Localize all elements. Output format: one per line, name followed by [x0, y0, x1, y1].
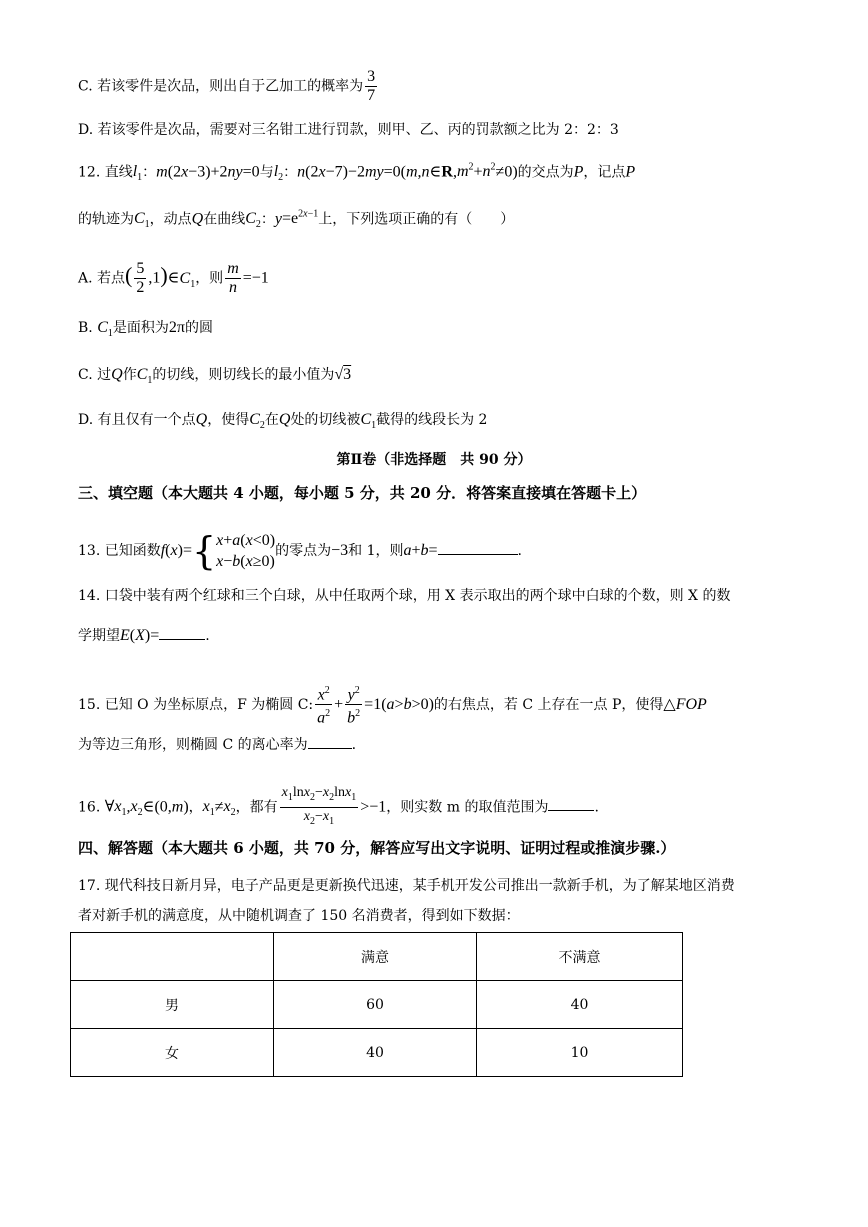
- math-expression: n: [421, 163, 430, 181]
- fraction: $\frac{x^2}{a^2}$: [315, 682, 332, 728]
- question-number: 15.: [78, 696, 101, 713]
- math-expression: ∀: [104, 798, 115, 816]
- q16-text: .: [594, 799, 599, 816]
- math-expression: −7)−2: [325, 163, 365, 181]
- option-11d: [78, 120, 619, 140]
- math-expression: $C_1$: [179, 269, 196, 290]
- math-expression: ny: [227, 163, 243, 181]
- math-expression: my: [364, 163, 384, 181]
- math-expression: 2π: [168, 319, 185, 336]
- survey-table: [70, 932, 683, 1077]
- math-expression: ∈: [167, 269, 180, 287]
- option-label: A.: [78, 270, 93, 287]
- option-text: 若该零件是次品，需要对三名钳工进行罚款，则甲、乙、丙的罚款额之比为 2：2：3: [97, 122, 619, 138]
- question-13: [78, 530, 522, 572]
- option-label: B.: [78, 320, 93, 336]
- table-cell: 10: [477, 1029, 683, 1077]
- math-expression: $l_2$: [273, 163, 284, 184]
- q16-text: ，则实数 m 的取值范围为: [386, 799, 549, 816]
- question-number: 13.: [78, 543, 101, 559]
- math-expression: ∈: [429, 163, 442, 181]
- option-label: D.: [78, 412, 94, 428]
- fraction: $\frac{y^2}{b^2}$: [345, 682, 362, 728]
- option-text: 过: [97, 367, 112, 383]
- math-expression: a: [386, 695, 395, 713]
- math-expression: $=e^{2x-1}$: [282, 209, 319, 228]
- table-header-row: [71, 933, 683, 981]
- math-expression: ≠: [214, 798, 224, 816]
- q12-text: 的交点为: [517, 164, 574, 181]
- math-expression: R: [441, 163, 453, 181]
- math-expression: (: [129, 627, 136, 644]
- math-expression: m: [156, 163, 168, 181]
- math-expression: $C_1$: [97, 319, 113, 340]
- answer-blank[interactable]: [308, 734, 352, 749]
- q13-text: 的零点为: [275, 543, 332, 559]
- question-number: 12.: [78, 164, 101, 181]
- math-expression: y: [274, 210, 283, 228]
- section-heading: 四、解答题（本大题共 6 小题，共 70 分，解答应写出文字说明、证明过程或推演步骤.）: [78, 839, 676, 857]
- math-expression: =: [428, 542, 438, 559]
- math-expression: =1(: [364, 695, 387, 713]
- q12-text: 与: [259, 164, 274, 181]
- math-expression: (: [165, 542, 171, 559]
- q12-text: 直线: [104, 164, 133, 181]
- math-expression: a: [403, 542, 412, 559]
- math-expression: Q: [191, 210, 204, 228]
- question-number: 16.: [78, 799, 101, 816]
- option-text: 处的切线被: [290, 412, 361, 428]
- option-label: C.: [78, 78, 93, 95]
- q16-text: ，都有: [235, 799, 278, 816]
- option-text: 有且仅有一个点: [97, 412, 196, 428]
- math-expression: Q: [278, 411, 291, 428]
- q15-text: 为等边三角形，则椭圆 C 的离心率为: [78, 737, 308, 753]
- question-number: 14.: [78, 588, 101, 604]
- question-14-line-1: [78, 586, 730, 606]
- question-12-line-2: 的轨迹为$C_1$，动点Q在曲线$C_2$：$y=e^{2x-1}$上，下列选项正确的有（ ）: [78, 209, 515, 231]
- math-expression: b: [403, 695, 412, 713]
- math-expression: )=: [177, 542, 192, 559]
- q14-text: 学期望: [78, 628, 120, 644]
- math-expression: √3: [334, 366, 352, 383]
- option-text: 若点: [97, 270, 126, 287]
- math-expression: =0: [242, 163, 260, 181]
- math-expression: $C_2$: [245, 210, 261, 231]
- option-text: 截得的线段长为 2: [376, 412, 488, 428]
- math-expression: (: [125, 262, 133, 288]
- math-expression: b: [420, 542, 429, 559]
- math-expression: E: [120, 627, 130, 644]
- q15-text: .: [351, 737, 357, 753]
- q12-text: ，动点: [149, 211, 192, 228]
- q15-text: 已知 O 为坐标原点，F 为椭圆 C:: [104, 696, 314, 713]
- math-expression: ,: [417, 163, 422, 181]
- math-expression: (2: [167, 163, 182, 181]
- table-row: [71, 981, 683, 1029]
- option-text: 作: [122, 367, 137, 383]
- math-expression: f: [160, 542, 166, 559]
- option-text: ，则: [195, 270, 224, 287]
- math-expression: x: [181, 163, 189, 181]
- option-12d: [78, 410, 487, 436]
- table-cell: 男: [71, 981, 274, 1029]
- option-12a: [78, 260, 269, 297]
- math-expression: ): [160, 262, 168, 288]
- question-14-line-2: [78, 625, 210, 646]
- math-expression: X: [135, 627, 145, 644]
- fraction: [365, 68, 377, 105]
- math-expression: +: [473, 163, 483, 181]
- table-cell: 60: [274, 981, 477, 1029]
- table-cell: 女: [71, 1029, 274, 1077]
- option-12c: [78, 365, 351, 391]
- math-expression: m: [405, 163, 418, 181]
- math-expression: ): [183, 798, 189, 816]
- option-text: 若该零件是次品，则出自于乙加工的概率为: [97, 78, 364, 95]
- q12-text: 上，下列选项正确的有（ ）: [318, 211, 515, 228]
- table-header-cell: [71, 933, 274, 981]
- q13-text: .: [517, 543, 522, 559]
- question-15-line-1: [78, 682, 707, 728]
- math-expression: FOP: [675, 695, 707, 713]
- option-text: ，使得: [207, 412, 250, 428]
- piecewise-function: x+a(x<0) x−b(x≥0): [216, 532, 276, 570]
- math-expression: m: [171, 798, 184, 816]
- section-heading: 三、填空题（本大题共 4 小题，每小题 5 分，共 20 分．将答案直接填在答题卡上）: [78, 484, 647, 502]
- answer-blank[interactable]: [159, 625, 205, 640]
- q12-text: ，记点: [583, 164, 626, 181]
- math-expression: =−1: [242, 269, 269, 287]
- math-expression: ∈(0,: [142, 798, 172, 816]
- table-row: [71, 1029, 683, 1077]
- math-expression: −3)+2: [188, 163, 228, 181]
- math-expression: $x_1$: [114, 798, 127, 819]
- math-expression: >0): [411, 695, 434, 713]
- math-expression: $C_1$: [360, 411, 377, 432]
- math-expression: >: [394, 695, 404, 713]
- question-15-line-2: [78, 734, 356, 755]
- math-expression: Q: [195, 411, 208, 428]
- q14-text: 口袋中装有两个红球和三个白球，从中任取两个球，用 X 表示取出的两个球中白球的个数，则 X 的数: [104, 588, 731, 604]
- math-expression: n: [297, 163, 306, 181]
- math-expression: ,: [126, 798, 131, 816]
- option-11c: [78, 68, 379, 105]
- math-expression: +: [411, 542, 421, 559]
- part-title: 第Ⅱ卷（非选择题 共 90 分）: [336, 452, 532, 468]
- option-text: 的圆: [184, 320, 213, 336]
- math-expression: $x_2$: [223, 798, 236, 819]
- math-expression: $C_2$: [249, 411, 265, 432]
- fraction: $\frac{x_1\ln x_2-x_2\ln x_1}{x_2-x_1}$: [281, 785, 357, 827]
- math-expression: ,: [452, 163, 457, 181]
- math-expression: $C_1$: [136, 366, 153, 387]
- math-expression: Q: [111, 366, 123, 383]
- math-expression: −3: [331, 542, 349, 559]
- math-expression: P: [625, 163, 636, 181]
- math-expression: (2: [305, 163, 319, 181]
- table-cell: 40: [477, 981, 683, 1029]
- option-label: C.: [78, 367, 93, 383]
- q12-text: 的轨迹为: [78, 211, 134, 228]
- table-header-cell: 不满意: [477, 933, 683, 981]
- math-expression: +: [334, 695, 344, 713]
- q15-text: 的右焦点，若 C 上存在一点 P，使得: [433, 696, 664, 713]
- math-expression: >−1: [360, 798, 387, 816]
- math-expression: $l_1$: [132, 163, 143, 184]
- math-expression: x: [170, 542, 178, 559]
- question-12-line-1: 12. 直线$l_1$：m(2x−3)+2ny=0与$l_2$：$n(2x-7)-2my=0(m,n\in R,m^2+n^2\ne 0)$的交点为P，记点P: [78, 162, 636, 184]
- q12-text: 在曲线: [203, 211, 246, 228]
- math-expression: =0(: [383, 163, 406, 181]
- answer-blank[interactable]: [548, 796, 594, 811]
- math-expression: ≠0): [495, 163, 518, 181]
- math-expression: $m^2$: [456, 162, 474, 181]
- fraction-numerator: 3: [367, 68, 376, 85]
- option-text: 的切线，则切线长的最小值为: [152, 367, 335, 383]
- question-17-line-2: 者对新手机的满意度，从中随机调查了 150 名消费者，得到如下数据：: [78, 908, 520, 924]
- question-17-line-1: 17. 现代科技日新月异，电子产品更是更新换代迅速，某手机开发公司推出一款新手机，为了解某地区消费: [78, 878, 735, 894]
- math-expression: $x_1$: [202, 798, 215, 819]
- brace: {: [191, 529, 217, 573]
- math-expression: )=: [144, 627, 160, 644]
- fraction-denominator: 7: [367, 87, 376, 104]
- q13-text: 和 1，则: [348, 543, 404, 559]
- q13-text: 已知函数: [104, 543, 161, 559]
- option-12b: [78, 318, 213, 344]
- option-text: 在: [264, 412, 279, 428]
- math-expression: △: [663, 695, 676, 713]
- math-expression: $C_1$: [134, 210, 150, 231]
- option-label: D.: [78, 122, 94, 138]
- answer-blank[interactable]: [438, 540, 518, 555]
- fraction: $\frac{m}{n}$: [227, 260, 239, 296]
- math-expression: P: [573, 163, 584, 181]
- option-text: 是面积为: [112, 320, 169, 336]
- table-cell: 40: [274, 1029, 477, 1077]
- fraction: $\frac{5}{2}$: [136, 260, 145, 296]
- math-expression: ,1: [148, 269, 161, 287]
- q14-text: .: [205, 628, 210, 644]
- math-expression: $x_2$: [130, 798, 143, 819]
- math-expression: $n^2$: [482, 162, 496, 181]
- question-16: 16. $\forall x_1,x_2\in(0,m)$，$x_1\ne x_2$，都有 $\frac{x_1\ln x_2-x_2\ln x_1}{x_2-x_1}$ >−1，则实数 m 的取值范围为 .: [78, 784, 599, 831]
- math-expression: x: [318, 163, 326, 181]
- table-header-cell: 满意: [274, 933, 477, 981]
